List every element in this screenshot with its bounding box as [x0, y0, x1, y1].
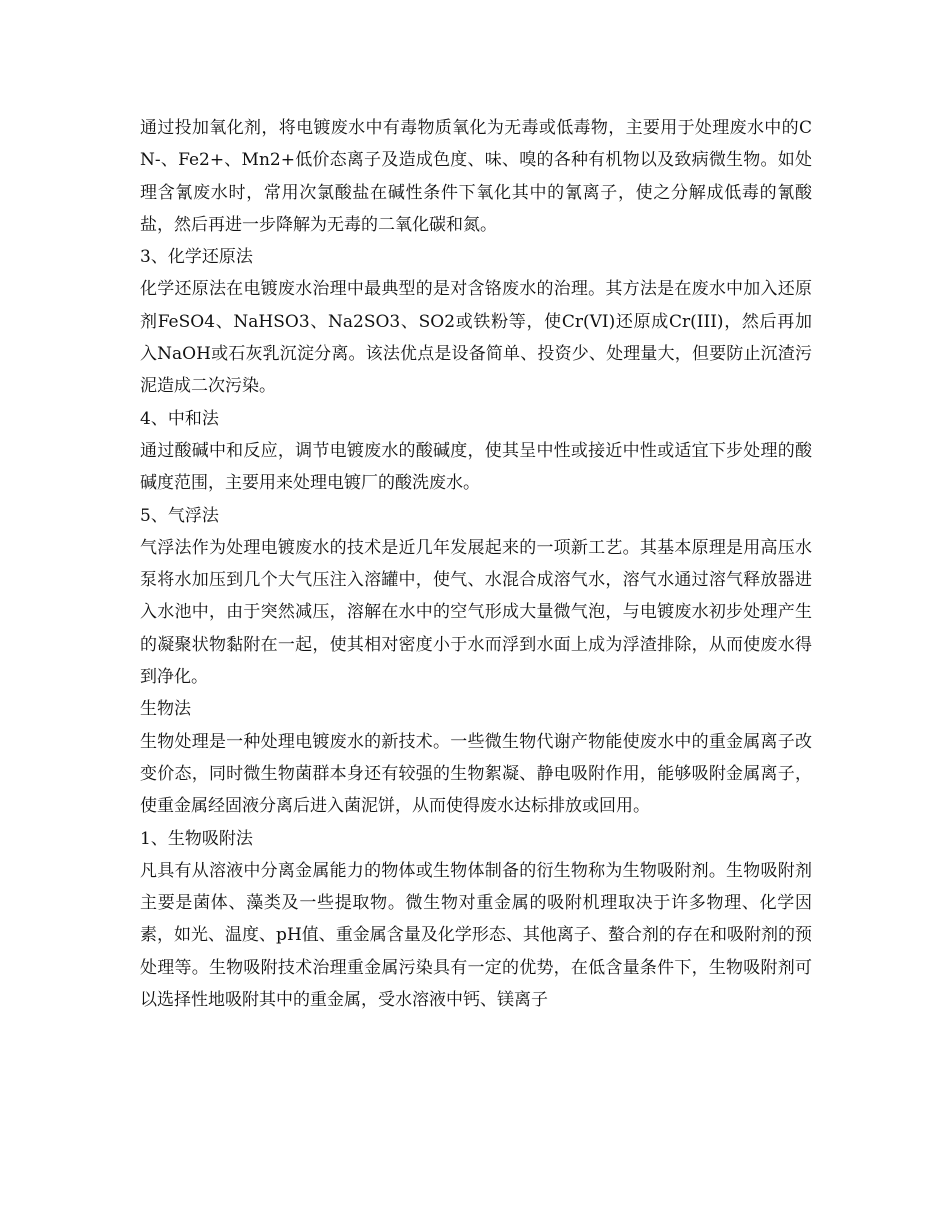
heading-air-flotation: 5、气浮法: [140, 505, 219, 526]
paragraph-oxidation: 通过投加氧化剂，将电镀废水中有毒物质氧化为无毒或低毒物，主要用于处理废水中的CN-、Fe2+、Mn2+低价态离子及造成色度、味、嗅的各种有机物以及致病微生物。如处理含氰废水时，常用次氯酸盐在碱性条件下氧化其中的氰离子，使之分解成低毒的氰酸盐，然后再进一步降解为无毒的二氧化碳和氮。: [140, 118, 812, 235]
paragraph-neutralization: 通过酸碱中和反应，调节电镀废水的酸碱度，使其呈中性或接近中性或适宜下步处理的酸碱度范围，主要用来处理电镀厂的酸洗废水。: [140, 440, 812, 494]
paragraph-biological-method: 生物处理是一种处理电镀废水的新技术。一些微生物代谢产物能使废水中的重金属离子改变价态，同时微生物菌群本身还有较强的生物絮凝、静电吸附作用，能够吸附金属离子，使重金属经固液分离后进入菌泥饼，从而使得废水达标排放或回用。: [140, 731, 812, 817]
paragraph-air-flotation: 气浮法作为处理电镀废水的技术是近几年发展起来的一项新工艺。其基本原理是用高压水泵将水加压到几个大气压注入溶罐中，使气、水混合成溶气水，溶气水通过溶气释放器进入水池中，由于突然减压，溶解在水中的空气形成大量微气泡，与电镀废水初步处理产生的凝聚状物黏附在一起，使其相对密度小于水而浮到水面上成为浮渣排除，从而使废水得到净化。: [140, 537, 812, 688]
heading-chemical-reduction: 3、化学还原法: [140, 247, 253, 268]
paragraph-biosorption: 凡具有从溶液中分离金属能力的物体或生物体制备的衍生物称为生物吸附剂。生物吸附剂主要是菌体、藻类及一些提取物。微生物对重金属的吸附机理取决于许多物理、化学因素，如光、温度、pH值、重金属含量及化学形态、其他离子、螯合剂的存在和吸附剂的预处理等。生物吸附技术治理重金属污染具有一定的优势，在低含量条件下，生物吸附剂可以选择性地吸附其中的重金属，受水溶液中钙、镁离子: [140, 860, 812, 1011]
document-page: [140, 112, 812, 1016]
heading-neutralization: 4、中和法: [140, 408, 219, 429]
heading-biological-method: 生物法: [140, 699, 191, 720]
paragraph-chemical-reduction: 化学还原法在电镀废水治理中最典型的是对含铬废水的治理。其方法是在废水中加入还原剂FeSO4、NaHSO3、Na2SO3、SO2或铁粉等，使Cr(VI)还原成Cr(III)，然后再加入NaOH或石灰乳沉淀分离。该法优点是设备简单、投资少、处理量大，但要防止沉渣污泥造成二次污染。: [140, 279, 812, 397]
heading-biosorption: 1、生物吸附法: [140, 828, 253, 849]
